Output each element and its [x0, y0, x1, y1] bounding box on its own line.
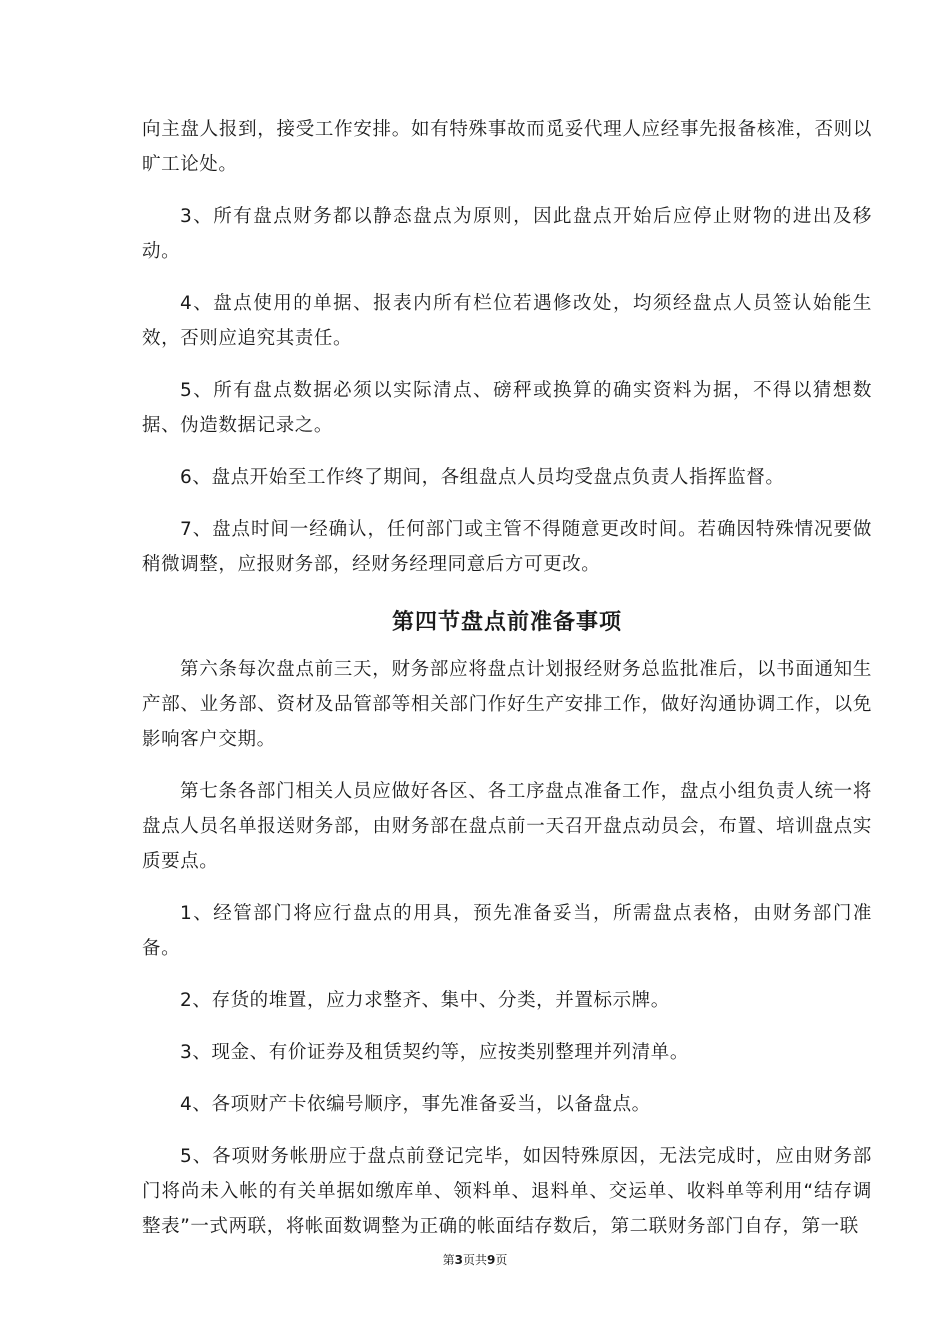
paragraph-prep-item-1: 1、经管部门将应行盘点的用具，预先准备妥当，所需盘点表格，由财务部门准备。 [142, 903, 872, 959]
footer-middle: 页共 [462, 1253, 487, 1267]
footer-current-page: 3 [454, 1253, 463, 1267]
paragraph-item-4: 4、盘点使用的单据、报表内所有栏位若遇修改处，均须经盘点人员签认始能生效，否则应追究其责任。 [142, 293, 872, 349]
footer-suffix: 页 [495, 1253, 508, 1267]
paragraph-article-7: 第七条各部门相关人员应做好各区、各工序盘点准备工作，盘点小组负责人统一将盘点人员名单报送财务部，由财务部在盘点前一天召开盘点动员会，布置、培训盘点实质要点。 [142, 781, 872, 872]
paragraph-item-7: 7、盘点时间一经确认，任何部门或主管不得随意更改时间。若确因特殊情况要做稍微调整，应报财务部，经财务经理同意后方可更改。 [142, 519, 872, 575]
section-heading: 第四节盘点前准备事项 [391, 610, 622, 635]
paragraph-prep-item-2: 2、存货的堆置，应力求整齐、集中、分类，并置标示牌。 [180, 990, 670, 1011]
paragraph-prep-item-4: 4、各项财产卡依编号顺序，事先准备妥当，以备盘点。 [180, 1094, 651, 1115]
paragraph-prep-item-5: 5、各项财务帐册应于盘点前登记完毕，如因特殊原因，无法完成时，应由财务部门将尚未入帐的有关单据如缴库单、领料单、退料单、交运单、收料单等利用“结存调整表”一式两联，将帐面数调整为正确的帐面结存数后，第二联财务部门自存，第一联 [142, 1146, 872, 1237]
paragraph-prep-item-3: 3、现金、有价证券及租赁契约等，应按类别整理并列清单。 [180, 1042, 689, 1063]
paragraph-continuation: 向主盘人报到，接受工作安排。如有特殊事故而觅妥代理人应经事先报备核准，否则以旷工论处。 [142, 119, 872, 175]
document-body [142, 112, 872, 1261]
paragraph-item-5: 5、所有盘点数据必须以实际清点、磅秤或换算的确实资料为据，不得以猜想数据、伪造数据记录之。 [142, 380, 872, 436]
footer-prefix: 第 [442, 1253, 455, 1267]
page-footer [0, 1252, 950, 1268]
paragraph-article-6: 第六条每次盘点前三天，财务部应将盘点计划报经财务总监批准后，以书面通知生产部、业务部、资材及品管部等相关部门作好生产安排工作，做好沟通协调工作，以免影响客户交期。 [142, 659, 872, 750]
paragraph-item-6: 6、盘点开始至工作终了期间，各组盘点人员均受盘点负责人指挥监督。 [180, 467, 785, 488]
paragraph-item-3: 3、所有盘点财务都以静态盘点为原则，因此盘点开始后应停止财物的进出及移动。 [142, 206, 872, 262]
footer-total-pages: 9 [487, 1253, 496, 1267]
